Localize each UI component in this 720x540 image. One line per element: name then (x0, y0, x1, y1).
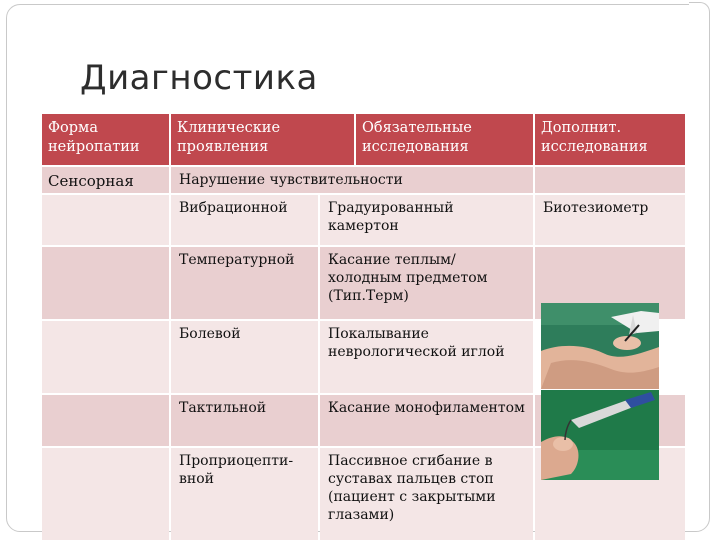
required-method-cell: Касание монофиламентом (320, 395, 533, 446)
sensitivity-kind-cell: Болевой (171, 321, 318, 393)
sensitivity-kind-cell: Проприоцепти-вной (171, 448, 318, 540)
sensory-label-cell (42, 167, 169, 193)
header-clinical: Клинические проявления (171, 114, 354, 165)
monofilament-test-image (541, 390, 659, 480)
required-method-cell: Градуированный камертон (320, 195, 533, 245)
required-method-cell: Касание теплым/холодным предметом (Тип.Терм) (320, 247, 533, 319)
required-method-cell: Покалывание неврологической иглой (320, 321, 533, 393)
corner-accent (689, 2, 710, 23)
header-required: Обязательные исследования (356, 114, 533, 165)
table-row-blank (42, 195, 169, 245)
sensory-desc: Нарушение чувствительности (179, 172, 403, 188)
table-row-blank (42, 448, 169, 540)
header-additional: Дополнит. исследования (535, 114, 685, 165)
sensitivity-kind-cell: Температурной (171, 247, 318, 319)
sensory-extra-cell (535, 167, 685, 193)
sensitivity-kind-cell: Вибрационной (171, 195, 318, 245)
needle-test-image (541, 303, 659, 389)
additional-method-cell: Биотезиометр (535, 195, 685, 245)
sensitivity-kind-cell: Тактильной (171, 395, 318, 446)
sensory-label: Сенсорная (48, 172, 134, 190)
monofilament-test-photo (541, 390, 659, 480)
table-row-blank (42, 395, 169, 446)
sensory-desc-cell (171, 167, 533, 193)
required-method-cell: Пассивное сгибание в суставах пальцев стоп (пациент с закрытыми глазами) (320, 448, 533, 540)
needle-test-photo (541, 303, 659, 389)
table-row-blank (42, 321, 169, 393)
header-form: Форма нейропатии (42, 114, 169, 165)
table-row-blank (42, 247, 169, 319)
slide-title: Диагностика (80, 58, 318, 98)
